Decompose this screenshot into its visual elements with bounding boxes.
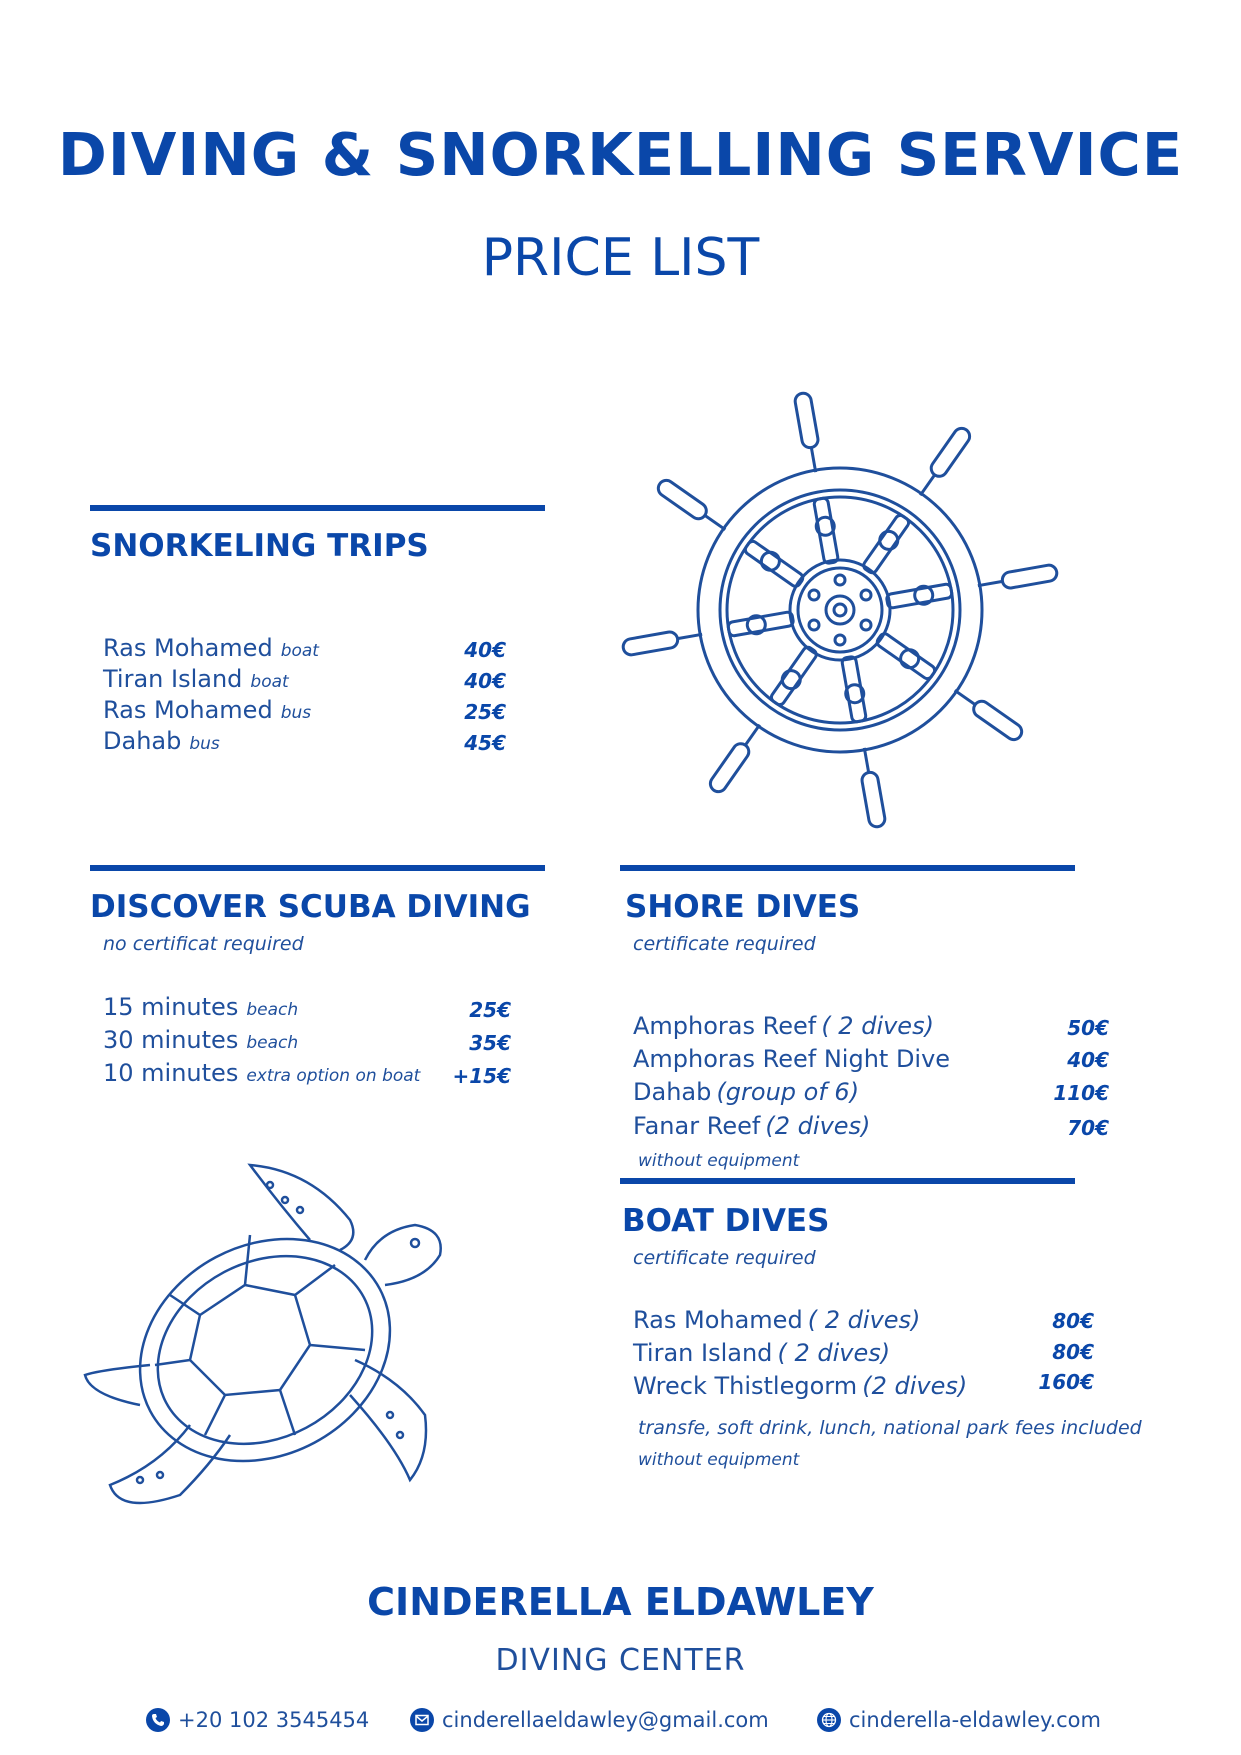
item-price: 25€: [464, 700, 506, 724]
item-name: Ras Mohamed: [633, 1306, 803, 1334]
item-tag: beach: [246, 1033, 299, 1053]
item-tag: boat: [250, 672, 289, 692]
item-name: Amphoras Reef: [633, 1012, 817, 1040]
item-price: 25€: [469, 998, 511, 1022]
email-address: cinderellaeldawley@gmail.com: [442, 1708, 769, 1732]
item-detail: (2 dives): [765, 1112, 871, 1140]
item-price: 35€: [469, 1031, 511, 1055]
item-price: 45€: [464, 731, 506, 755]
phone-number: +20 102 3545454: [178, 1708, 370, 1732]
item-price: 80€: [1052, 1309, 1094, 1333]
price-row: [633, 1339, 890, 1371]
item-tag: extra option on boat: [246, 1066, 421, 1086]
discover-note: no certificat required: [103, 933, 304, 955]
sea-turtle-illustration: [80, 1145, 480, 1545]
shore-heading: SHORE DIVES: [625, 889, 861, 925]
price-row: [633, 1078, 859, 1110]
item-name: Ras Mohamed: [103, 696, 273, 724]
item-price: 160€: [1038, 1370, 1094, 1394]
item-price: 70€: [1067, 1116, 1109, 1140]
center-subtitle: DIVING CENTER: [495, 1643, 746, 1678]
item-price: 80€: [1052, 1340, 1094, 1364]
boat-footnote-equipment: without equipment: [638, 1450, 800, 1470]
snorkeling-heading: SNORKELING TRIPS: [90, 528, 429, 564]
price-row: [103, 665, 289, 697]
boat-heading: BOAT DIVES: [622, 1203, 830, 1239]
item-name: 10 minutes: [103, 1059, 239, 1087]
ship-wheel-illustration: [600, 385, 1070, 835]
item-price: 110€: [1053, 1081, 1109, 1105]
item-name: 30 minutes: [103, 1026, 239, 1054]
item-name: Ras Mohamed: [103, 634, 273, 662]
price-row: [103, 696, 311, 728]
item-name: Dahab: [633, 1078, 712, 1106]
item-tag: boat: [280, 641, 319, 661]
section-divider: [620, 865, 1075, 871]
page-subtitle: PRICE LIST: [481, 228, 760, 288]
item-tag: bus: [189, 734, 220, 754]
item-tag: beach: [246, 1000, 299, 1020]
item-price: 50€: [1067, 1016, 1109, 1040]
discover-heading: DISCOVER SCUBA DIVING: [90, 889, 531, 925]
price-row: [633, 1045, 950, 1077]
center-name: CINDERELLA ELDAWLEY: [367, 1580, 874, 1624]
item-detail: (2 dives): [862, 1372, 968, 1400]
phone-contact[interactable]: [146, 1708, 369, 1732]
item-name: Tiran Island: [103, 665, 243, 693]
section-divider: [90, 865, 545, 871]
shore-note: certificate required: [633, 933, 816, 955]
globe-icon: [817, 1708, 841, 1732]
price-row: [103, 1026, 298, 1058]
shore-footnote: without equipment: [638, 1151, 800, 1171]
section-divider: [620, 1178, 1075, 1184]
item-price: 40€: [464, 669, 506, 693]
price-row: [633, 1372, 967, 1404]
boat-note: certificate required: [633, 1247, 816, 1269]
item-detail: ( 2 dives): [821, 1012, 934, 1040]
item-detail: ( 2 dives): [777, 1339, 891, 1367]
item-name: Dahab: [103, 727, 182, 755]
item-name: 15 minutes: [103, 993, 239, 1021]
price-row: [103, 993, 298, 1025]
price-row: [103, 727, 220, 759]
item-price: 40€: [1067, 1048, 1109, 1072]
item-name: Wreck Thistlegorm: [633, 1372, 858, 1400]
item-detail: ( 2 dives): [807, 1306, 921, 1334]
website-url: cinderella-eldawley.com: [849, 1708, 1101, 1732]
section-divider: [90, 505, 545, 511]
item-tag: bus: [280, 703, 312, 723]
page-title: DIVING & SNORKELLING SERVICE: [57, 120, 1184, 189]
boat-footnote-inclusions: transfe, soft drink, lunch, national park fees included: [638, 1417, 1142, 1439]
item-name: Fanar Reef: [633, 1112, 761, 1140]
item-price: 40€: [464, 638, 506, 662]
price-row: [103, 1059, 420, 1091]
item-price: +15€: [452, 1064, 511, 1088]
item-name: Amphoras Reef Night Dive: [633, 1045, 951, 1073]
price-row: [633, 1306, 920, 1338]
envelope-icon: [410, 1708, 434, 1732]
price-row: [633, 1012, 934, 1044]
phone-icon: [146, 1708, 170, 1732]
email-contact[interactable]: [410, 1708, 769, 1732]
price-row: [633, 1112, 870, 1144]
item-name: Tiran Island: [633, 1339, 773, 1367]
price-row: [103, 634, 319, 666]
item-detail: (group of 6): [716, 1078, 860, 1106]
website-contact[interactable]: [817, 1708, 1101, 1732]
